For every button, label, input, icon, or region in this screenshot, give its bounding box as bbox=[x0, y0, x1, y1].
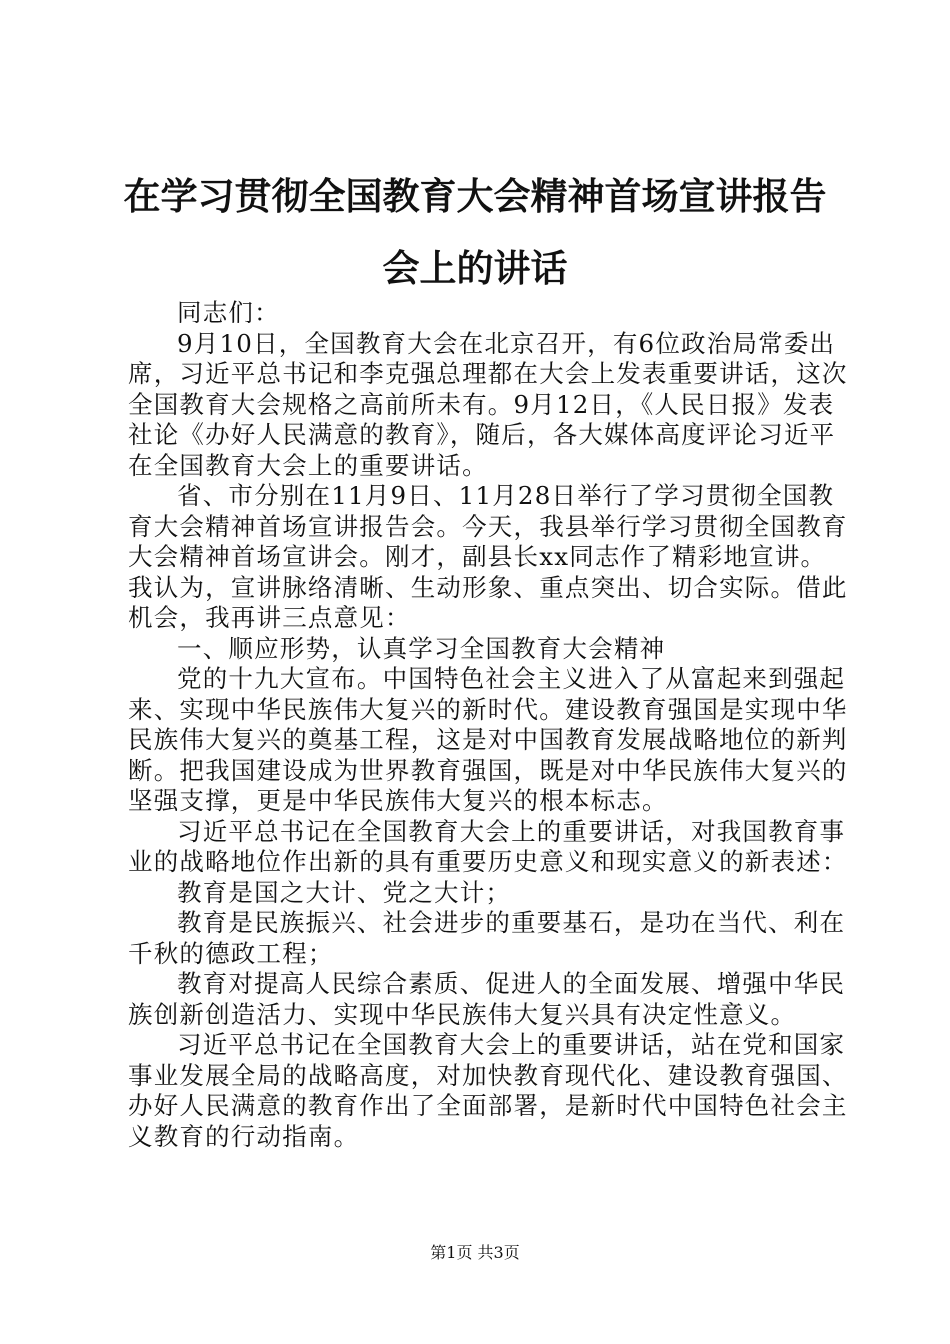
paragraph: 党的十九大宣布。中国特色社会主义进入了从富起来到强起来、实现中华民族伟大复兴的新时代。建设教育强国是实现中华民族伟大复兴的奠基工程，这是对中国教育发展战略地位的新判断。把我国建设成为世界教育强国，既是对中华民族伟大复兴的坚强支撑，更是中华民族伟大复兴的根本标志。 bbox=[128, 664, 848, 815]
paragraph: 9月10日，全国教育大会在北京召开，有6位政治局常委出席，习近平总书记和李克强总理都在大会上发表重要讲话，这次全国教育大会规格之高前所未有。9月12日，《人民日报》发表社论《办好人民满意的教育》，随后，各大媒体高度评论习近平在全国教育大会上的重要讲话。 bbox=[128, 328, 848, 480]
page-footer: 第1页 共3页 bbox=[430, 1243, 520, 1262]
paragraph: 教育对提高人民综合素质、促进人的全面发展、增强中华民族创新创造活力、实现中华民族伟大复兴具有决定性意义。 bbox=[128, 969, 846, 1029]
section-heading: 一、顺应形势，认真学习全国教育大会精神 bbox=[177, 633, 666, 663]
document-body bbox=[128, 298, 848, 1152]
paragraph: 习近平总书记在全国教育大会上的重要讲话，对我国教育事业的战略地位作出新的具有重要历史意义和现实意义的新表述： bbox=[128, 816, 848, 876]
paragraph: 教育是国之大计、党之大计； bbox=[177, 877, 512, 907]
paragraph: 习近平总书记在全国教育大会上的重要讲话，站在党和国家事业发展全局的战略高度，对加快教育现代化、建设教育强国、办好人民满意的教育作出了全面部署，是新时代中国特色社会主义教育的行动指南。 bbox=[128, 1030, 848, 1151]
paragraph: 教育是民族振兴、社会进步的重要基石，是功在当代、利在千秋的德政工程； bbox=[128, 908, 846, 968]
document-title: 在学习贯彻全国教育大会精神首场宣讲报告会上的讲话 bbox=[123, 174, 827, 290]
paragraph-salutation: 同志们： bbox=[177, 298, 280, 327]
paragraph: 省、市分别在11月9日、11月28日举行了学习贯彻全国教育大会精神首场宣讲报告会。今天，我县举行学习贯彻全国教育大会精神首场宣讲会。刚才，副县长xx同志作了精彩地宣讲。我认为，宣讲脉络清晰、生动形象、重点突出、切合实际。借此机会，我再讲三点意见： bbox=[128, 481, 848, 632]
